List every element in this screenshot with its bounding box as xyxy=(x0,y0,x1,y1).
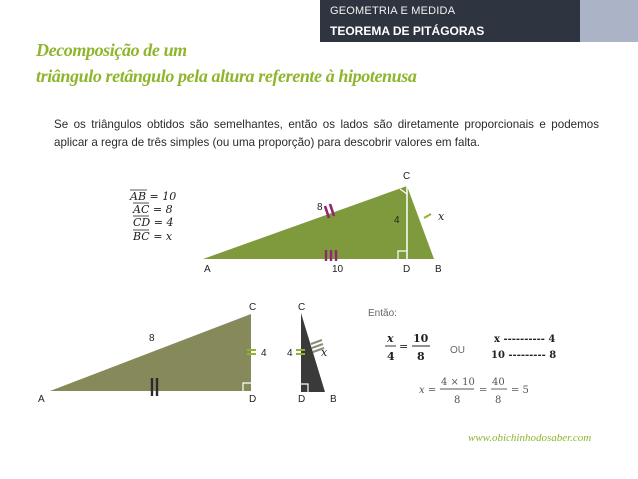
calc-x: x = xyxy=(419,385,437,396)
small-triangle xyxy=(287,302,337,405)
big-label-b: B xyxy=(435,264,442,275)
big-side-bc: x xyxy=(438,210,445,223)
given-bc: BC = x xyxy=(133,230,173,243)
slide-title-line-1: Decomposição de um xyxy=(36,40,187,60)
intro-paragraph: Se os triângulos obtidos são semelhantes, então os lados são diretamente proporcionais e podemos aplicar a regra de três simples (ou uma proporção) para descobrir valores em falta. xyxy=(54,118,599,149)
or-label: OU xyxy=(450,345,465,356)
given-ac: AC = 8 xyxy=(133,203,173,216)
frac1-den: 4 xyxy=(387,350,395,363)
calc-result: = 5 xyxy=(511,385,529,396)
small-hyp-label: x xyxy=(321,346,328,359)
frac2-num: 10 xyxy=(413,332,429,345)
left-label-a: A xyxy=(38,394,45,405)
calc-den2: 8 xyxy=(495,395,502,406)
topic-label: GEOMETRIA E MEDIDA xyxy=(330,5,456,17)
big-base-ad: 10 xyxy=(332,264,344,275)
given-values xyxy=(129,190,176,243)
tick-mark-bc xyxy=(424,214,431,218)
big-side-ac: 8 xyxy=(317,202,323,213)
footer-url: www.obichinhodosaber.com xyxy=(468,432,592,444)
given-ab: AB = 10 xyxy=(130,190,177,203)
big-label-c: C xyxy=(403,171,411,182)
big-triangle xyxy=(203,171,445,275)
calc-num1: 4 × 10 xyxy=(441,377,475,388)
subtitle-label: TEOREMA DE PITÁGORAS xyxy=(330,24,485,38)
left-label-c: C xyxy=(249,302,257,313)
solution-block xyxy=(368,308,556,406)
big-label-a: A xyxy=(204,264,211,275)
small-label-b: B xyxy=(330,394,337,405)
small-leg-label: 4 xyxy=(287,348,293,359)
solution-intro: Então: xyxy=(368,308,397,319)
frac1-num: x xyxy=(387,332,394,345)
big-label-d: D xyxy=(403,264,411,275)
given-cd: CD = 4 xyxy=(133,216,174,229)
slide-title-line-2: triângulo retângulo pela altura referente à hipotenusa xyxy=(36,66,417,86)
left-triangle-shape xyxy=(50,314,251,391)
small-label-d: D xyxy=(298,394,306,405)
rule-line-1: x ---------- 4 xyxy=(494,334,556,345)
calc-num2: 40 xyxy=(492,377,505,388)
frac2-den: 8 xyxy=(417,350,425,363)
frac-equals: = xyxy=(399,340,409,353)
left-leg-label: 4 xyxy=(261,348,267,359)
big-height-cd: 4 xyxy=(394,215,400,226)
rule-line-2: 10 --------- 8 xyxy=(491,350,557,361)
calc-eq: = xyxy=(479,385,488,396)
small-label-c: C xyxy=(298,302,306,313)
calc-den1: 8 xyxy=(454,395,461,406)
left-label-d: D xyxy=(249,394,257,405)
left-triangle xyxy=(38,302,267,405)
left-hyp-label: 8 xyxy=(149,333,155,344)
